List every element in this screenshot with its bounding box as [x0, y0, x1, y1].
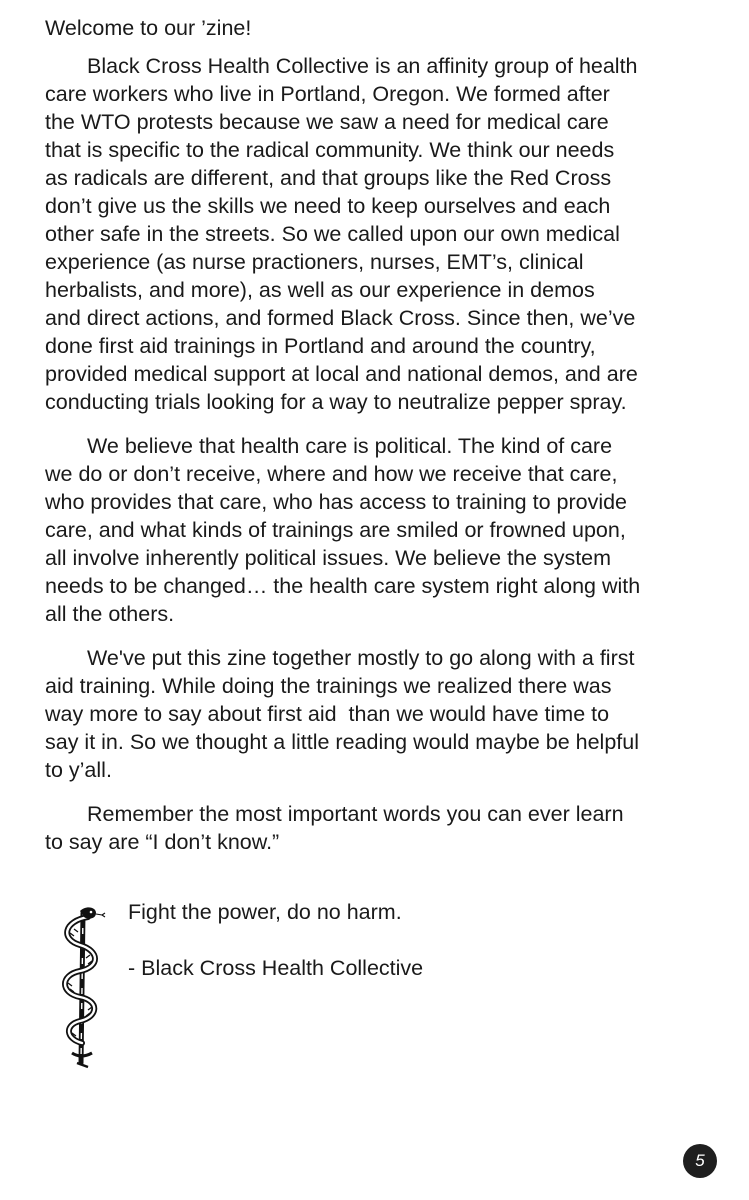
text-line: conducting trials looking for a way to neutralize pepper spray. — [45, 390, 627, 414]
text-line: Remember the most important words you can ever learn — [87, 802, 624, 826]
text-line: care workers who live in Portland, Oregon. We formed after — [45, 82, 610, 106]
text-line: aid training. While doing the trainings we realized there was — [45, 674, 612, 698]
rod-of-asclepius-icon — [50, 903, 112, 1069]
text-line: to say are “I don’t know.” — [45, 830, 280, 854]
signature-text: - Black Cross Health Collective — [128, 956, 424, 980]
text-line: way more to say about first aid than we would have time to — [45, 702, 610, 726]
text-line: we do or don’t receive, where and how we receive that care, — [45, 462, 618, 486]
text-line: say it in. So we thought a little reading would maybe be helpful — [45, 730, 640, 754]
text-line: provided medical support at local and national demos, and are — [45, 362, 638, 386]
text-line: care, and what kinds of trainings are smiled or frowned upon, — [45, 518, 626, 542]
text-line: to y’all. — [45, 758, 112, 782]
paragraph-zine-purpose — [45, 644, 710, 784]
text-line: We believe that health care is political. The kind of care — [87, 434, 613, 458]
zine-page — [45, 14, 710, 872]
text-line: all the others. — [45, 602, 175, 626]
paragraph-remember — [45, 800, 710, 856]
text-line: other safe in the streets. So we called upon our own medical — [45, 222, 620, 246]
signoff — [128, 898, 423, 982]
motto-text: Fight the power, do no harm. — [128, 900, 402, 924]
text-line: all involve inherently political issues. We believe the system — [45, 546, 612, 570]
text-line: that is specific to the radical community. We think our needs — [45, 138, 615, 162]
text-line: and direct actions, and formed Black Cross. Since then, we’ve — [45, 306, 636, 330]
page-number-badge: 5 — [683, 1144, 717, 1178]
text-line: experience (as nurse practioners, nurses, EMT’s, clinical — [45, 250, 584, 274]
text-line: as radicals are different, and that groups like the Red Cross — [45, 166, 612, 190]
text-line: don’t give us the skills we need to keep ourselves and each — [45, 194, 611, 218]
text-line: who provides that care, who has access to training to provide — [45, 490, 628, 514]
text-line: the WTO protests because we saw a need for medical care — [45, 110, 609, 134]
text-line: done first aid trainings in Portland and around the country, — [45, 334, 596, 358]
greeting-heading: Welcome to our ’zine! — [45, 16, 252, 40]
paragraph-intro — [45, 52, 710, 416]
text-line: needs to be changed… the health care system right along with — [45, 574, 641, 598]
text-line: Black Cross Health Collective is an affinity group of health — [87, 54, 638, 78]
text-line: herbalists, and more), as well as our experience in demos — [45, 278, 595, 302]
paragraph-health-care-political — [45, 432, 710, 628]
text-line: We've put this zine together mostly to go along with a first — [87, 646, 635, 670]
